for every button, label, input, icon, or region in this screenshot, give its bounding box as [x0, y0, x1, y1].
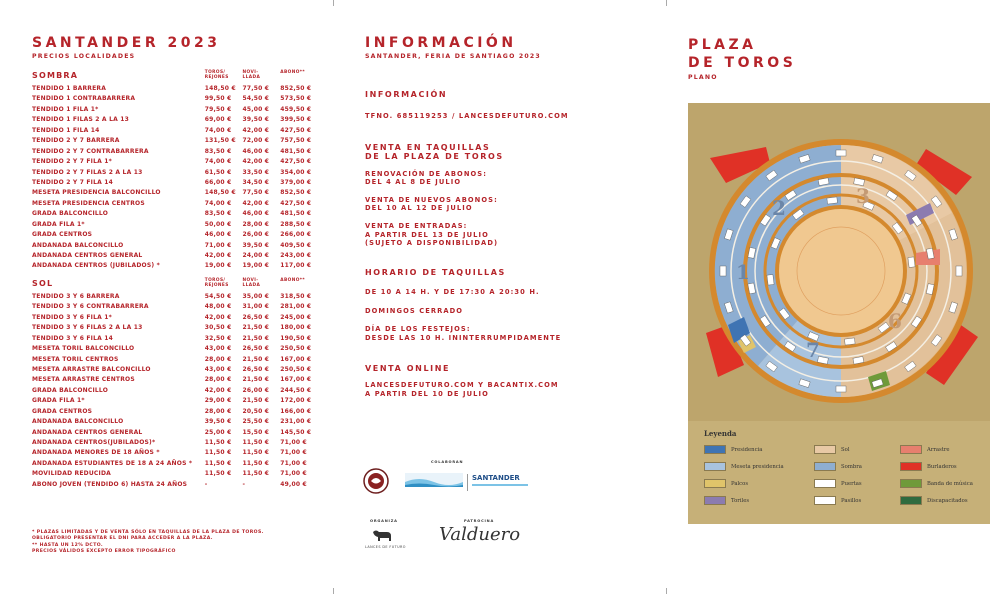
col-head-novillada: NOVI- LLADA [242, 277, 261, 288]
online-link[interactable]: LANCESDEFUTURO.COM Y BACANTIX.COM [365, 381, 559, 390]
toros-price: 74,00 € [204, 158, 232, 166]
toros-price: 148,50 € [204, 189, 236, 197]
contact-text: TFNO. 685119253 / LANCESDEFUTURO.COM [365, 112, 569, 120]
price-row [32, 334, 320, 344]
novillada-price: 31,00 € [242, 303, 270, 311]
price-row [32, 241, 320, 251]
novillada-price: 77,50 € [242, 85, 270, 92]
abono-price: 852,50 € [280, 189, 312, 197]
novillada-price: - [242, 480, 246, 488]
legend-label: Meseta presidencia [731, 463, 784, 470]
seat-name: TENDIDO 2 Y 7 FILA 1* [32, 158, 112, 166]
col-head-abono: ABONO** [280, 70, 306, 75]
legend-item [814, 496, 861, 505]
novillada-price: 42,00 € [242, 158, 270, 166]
price-row [32, 105, 320, 115]
abono-price: 250,50 € [280, 365, 312, 373]
toros-price: 46,00 € [204, 231, 232, 239]
abono-price: 244,50 € [280, 386, 312, 394]
toros-price: 48,00 € [204, 303, 232, 311]
seat-name: ANDANADA BALCONCILLO [32, 241, 124, 249]
seat-name: ANDANADA CENTROS GENERAL [32, 428, 143, 436]
legend-label: Palcos [731, 480, 749, 487]
toros-price: 43,00 € [204, 345, 232, 353]
novillada-price: 42,00 € [242, 126, 270, 134]
legend-swatch [814, 479, 836, 488]
seat-name: MESETA ARRASTRE CENTROS [32, 376, 135, 384]
novillada-price: 20,50 € [242, 407, 270, 415]
abono-price: 427,50 € [280, 158, 312, 166]
abono-price: 167,00 € [280, 355, 312, 363]
door-mark [836, 150, 846, 156]
abono-price: 354,00 € [280, 168, 312, 176]
footnote: OBLIGATORIO PRESENTAR EL DNI PARA ACCEDER A LA PLAZA. [32, 536, 213, 542]
legend-swatch [814, 462, 836, 471]
novillada-price: 21,50 € [242, 355, 270, 363]
price-row [32, 459, 320, 469]
seat-name: GRADA CENTROS [32, 407, 93, 415]
abono-price: 71,00 € [280, 459, 307, 467]
abono-price: 481,50 € [280, 210, 312, 218]
abono-price: 250,50 € [280, 345, 312, 353]
price-row [32, 136, 320, 146]
legend-title: Leyenda [704, 429, 737, 438]
legend-label: Pasillos [841, 497, 862, 504]
renovacion-text: DEL 4 AL 8 DE JULIO [365, 178, 462, 187]
fold-mark [333, 0, 334, 6]
footnotes [32, 530, 322, 555]
nuevos-abonos-heading: VENTA DE NUEVOS ABONOS: [365, 195, 498, 204]
novillada-price: 21,50 € [242, 334, 270, 342]
horario-heading: HORARIO DE TAQUILLAS [365, 267, 506, 277]
seat-name: ANDANADA CENTROS (JUBILADOS) * [32, 262, 160, 270]
toros-price: 43,00 € [204, 365, 232, 373]
novillada-price: 46,00 € [242, 147, 270, 155]
toros-price: 71,00 € [204, 241, 232, 249]
abono-price: 49,00 € [280, 480, 307, 488]
toros-price: 74,00 € [204, 199, 232, 207]
price-row [32, 428, 320, 438]
legend-label: Toriles [731, 497, 750, 504]
prices-subtitle: PRECIOS LOCALIDADES [32, 53, 136, 60]
abono-price: 190,50 € [280, 334, 312, 342]
col-head-novillada: NOVI- LLADA [242, 70, 261, 80]
price-row [32, 209, 320, 219]
toros-price: 79,50 € [204, 105, 232, 113]
price-row [32, 448, 320, 458]
map-panel [688, 36, 990, 81]
toros-price: 30,50 € [204, 324, 232, 332]
legend-label: Presidencia [731, 446, 763, 453]
abono-price: 427,50 € [280, 126, 312, 134]
novillada-price: 26,50 € [242, 345, 270, 353]
abono-price: 427,50 € [280, 199, 312, 207]
novillada-price: 39,50 € [242, 116, 270, 124]
novillada-price: 25,50 € [242, 418, 270, 426]
sector-number: 2 [772, 196, 786, 220]
abono-price: 288,50 € [280, 220, 312, 228]
toros-price: 83,50 € [204, 147, 232, 155]
abono-price: 172,00 € [280, 397, 312, 405]
seat-name: MESETA TORIL BALCONCILLO [32, 345, 135, 353]
novillada-price: 21,50 € [242, 397, 270, 405]
colaboran-logo [405, 470, 463, 490]
legend-swatch [814, 445, 836, 454]
price-row [32, 84, 320, 94]
info-subtitle: SANTANDER, FERIA DE SANTIAGO 2023 [365, 53, 541, 60]
novillada-price: 19,00 € [242, 262, 270, 270]
novillada-price: 26,50 € [242, 365, 270, 373]
legend [688, 421, 990, 524]
legend-swatch [900, 496, 922, 505]
seat-name: TENDIDO 3 Y 6 FILAS 2 A LA 13 [32, 324, 143, 332]
nuevos-abonos-text: DEL 10 AL 12 DE JULIO [365, 204, 473, 213]
bull-seal-logo [363, 468, 389, 494]
price-row [32, 323, 320, 333]
abono-price: 459,50 € [280, 105, 312, 113]
seat-name: TENDIDO 2 Y 7 FILAS 2 A LA 13 [32, 168, 143, 176]
price-row [32, 94, 320, 104]
price-row [32, 355, 320, 365]
seat-name: GRADA FILA 1* [32, 220, 85, 228]
legend-label: Sombra [841, 463, 862, 470]
seat-name: MESETA TORIL CENTROS [32, 355, 119, 363]
footnote: ** HASTA UN 12% DCTO. [32, 542, 104, 548]
toros-price: 29,00 € [204, 397, 232, 405]
seat-name: TENDIDO 3 Y 6 BARRERA [32, 292, 120, 300]
legend-item [814, 445, 850, 454]
price-row [32, 115, 320, 125]
price-row [32, 480, 320, 490]
toros-price: 54,50 € [204, 292, 232, 300]
seat-name: TENDIDO 3 Y 6 FILA 14 [32, 334, 113, 342]
toros-price: 11,50 € [204, 470, 232, 478]
novillada-price: 26,00 € [242, 231, 270, 239]
novillada-price: 11,50 € [242, 470, 270, 478]
toros-price: 11,50 € [204, 459, 232, 467]
toros-price: 32,50 € [204, 334, 232, 342]
legend-label: Burladeros [927, 463, 957, 470]
legend-item [704, 445, 762, 454]
toros-price: 42,00 € [204, 386, 232, 394]
novillada-price: 45,00 € [242, 105, 270, 113]
seat-name: TENDIDO 1 FILA 14 [32, 126, 100, 134]
abono-price: 166,00 € [280, 407, 312, 415]
legend-label: Sol [841, 446, 850, 453]
col-head-abono: ABONO** [280, 277, 306, 283]
novillada-price: 46,00 € [242, 210, 270, 218]
abono-price: 180,00 € [280, 324, 312, 332]
seat-name: ABONO JOVEN (TENDIDO 6) HASTA 24 AÑOS [32, 480, 188, 488]
online-text: A PARTIR DEL 10 DE JULIO [365, 389, 489, 398]
legend-item [900, 462, 957, 471]
price-row [32, 168, 320, 178]
toros-price: 28,00 € [204, 376, 232, 384]
price-row [32, 302, 320, 312]
price-row [32, 313, 320, 323]
door-mark [836, 386, 846, 392]
sol-header [32, 278, 320, 288]
novillada-price: 11,50 € [242, 449, 270, 457]
door-mark [720, 266, 726, 276]
toros-price: 28,00 € [204, 355, 232, 363]
seat-name: ANDANADA ESTUDIANTES DE 18 A 24 AÑOS * [32, 459, 193, 467]
price-row [32, 126, 320, 136]
seat-name: GRADA BALCONCILLO [32, 210, 109, 218]
legend-label: Arrastre [927, 446, 950, 453]
legend-item [704, 479, 748, 488]
legend-item [704, 462, 784, 471]
info-heading: INFORMACIÓN [365, 90, 448, 99]
lances-logo-text: LANCES DE FUTURO [365, 545, 406, 549]
seat-name: TENDIDO 1 BARRERA [32, 85, 107, 92]
door-mark [956, 266, 962, 276]
sombra-title: SOMBRA [32, 71, 79, 80]
price-row [32, 147, 320, 157]
price-row [32, 407, 320, 417]
abono-price: 231,00 € [280, 418, 312, 426]
sol-price-table [32, 292, 320, 490]
sombra-price-table [32, 84, 320, 272]
abono-price: 145,50 € [280, 428, 312, 436]
price-row [32, 438, 320, 448]
novillada-price: 11,50 € [242, 459, 270, 467]
seat-name: MOVILIDAD REDUCIDA [32, 470, 111, 478]
legend-swatch [900, 479, 922, 488]
legend-swatch [900, 462, 922, 471]
toros-price: 28,00 € [204, 407, 232, 415]
festejos-text: DESDE LAS 10 H. ININTERRUMPIDAMENTE [365, 333, 562, 342]
fold-mark [333, 588, 334, 594]
abono-price: 573,50 € [280, 95, 312, 103]
seat-name: TENDIDO 1 CONTRABARRERA [32, 95, 136, 103]
fold-mark [666, 588, 667, 594]
sector-number: 3 [856, 184, 870, 208]
novillada-price: 24,00 € [242, 252, 270, 259]
colaboran-label: COLABORAN [431, 460, 464, 464]
abono-price: 71,00 € [280, 449, 307, 457]
abono-price: 71,00 € [280, 470, 307, 478]
toros-price: 19,00 € [204, 262, 232, 270]
price-row [32, 292, 320, 302]
abono-price: 266,00 € [280, 231, 312, 239]
seat-name: TENDIDO 3 Y 6 CONTRABARRERA [32, 303, 149, 311]
info-panel [365, 36, 635, 398]
novillada-price: 39,50 € [242, 241, 270, 249]
toros-price: 11,50 € [204, 449, 232, 457]
bullring-map [688, 103, 990, 524]
valduero-logo: Valduero [439, 524, 521, 545]
legend-item [900, 479, 973, 488]
seat-name: TENDIDO 1 FILA 1* [32, 105, 99, 113]
novillada-price: 11,50 € [242, 439, 270, 446]
bull-logo [371, 528, 393, 542]
novillada-price: 42,00 € [242, 199, 270, 207]
seat-name: TENDIDO 2 Y 7 BARRERA [32, 137, 120, 145]
santander-logo: SANTANDER [467, 474, 532, 491]
price-panel [32, 36, 320, 490]
legend-swatch [814, 496, 836, 505]
legend-swatch [704, 496, 726, 505]
price-row [32, 230, 320, 240]
seat-name: ANDANADA CENTROS(JUBILADOS)* [32, 439, 156, 446]
patrocina-label: PATROCINA [464, 519, 495, 523]
seat-name: TENDIDO 3 Y 6 FILA 1* [32, 313, 112, 321]
novillada-price: 28,00 € [242, 220, 270, 228]
legend-swatch [900, 445, 922, 454]
legend-swatch [704, 462, 726, 471]
entradas-note: (SUJETO A DISPONIBILIDAD) [365, 239, 499, 248]
legend-item [704, 496, 749, 505]
price-row [32, 199, 320, 209]
seat-name: ANDANADA MENORES DE 18 AÑOS * [32, 449, 160, 457]
seat-name: TENDIDO 1 FILAS 2 A LA 13 [32, 116, 129, 124]
sol-title: SOL [32, 278, 54, 288]
prices-title: SANTANDER 2023 [32, 35, 221, 51]
footnote: PRECIOS VÁLIDOS EXCEPTO ERROR TIPOGRÁFICO [32, 548, 176, 554]
toros-price: 39,50 € [204, 418, 232, 426]
price-row [32, 365, 320, 375]
toros-price: - [204, 480, 208, 488]
seat-name: GRADA BALCONCILLO [32, 386, 109, 394]
seat-name: GRADA FILA 1* [32, 397, 85, 405]
abono-price: 379,00 € [280, 178, 312, 186]
sombra-header [32, 70, 320, 80]
abono-price: 399,50 € [280, 116, 312, 124]
novillada-price: 77,50 € [242, 189, 270, 197]
entradas-text: A PARTIR DEL 13 DE JULIO [365, 230, 489, 239]
door-mark [844, 338, 855, 345]
toros-price: 61,50 € [204, 168, 232, 176]
novillada-price: 35,00 € [242, 292, 270, 300]
price-row [32, 261, 320, 271]
toros-price: 11,50 € [204, 439, 232, 446]
toros-price: 25,00 € [204, 428, 232, 436]
novillada-price: 21,50 € [242, 324, 270, 332]
plano-subtitle: PLANO [688, 74, 718, 81]
price-row [32, 157, 320, 167]
price-row [32, 220, 320, 230]
door-mark [908, 257, 915, 268]
legend-item [900, 445, 950, 454]
bullring-plan [688, 103, 990, 421]
legend-label: Banda de música [927, 480, 973, 487]
domingos-text: DOMINGOS CERRADO [365, 307, 464, 316]
door-mark [767, 274, 774, 285]
toros-price: 66,00 € [204, 178, 232, 186]
sector-number: 7 [806, 338, 820, 362]
renovacion-heading: RENOVACIÓN DE ABONOS: [365, 169, 488, 178]
toros-price: 83,50 € [204, 210, 232, 218]
door-mark [827, 197, 838, 204]
legend-item [814, 462, 862, 471]
novillada-price: 26,50 € [242, 313, 270, 321]
toros-price: 74,00 € [204, 126, 232, 134]
abono-price: 318,50 € [280, 292, 312, 300]
legend-swatch [704, 445, 726, 454]
abono-price: 117,00 € [280, 262, 312, 270]
seat-name: MESETA ARRASTRE BALCONCILLO [32, 365, 151, 373]
abono-price: 409,50 € [280, 241, 312, 249]
fold-mark [666, 0, 667, 6]
seat-name: MESETA PRESIDENCIA BALCONCILLO [32, 189, 161, 197]
toros-price: 99,50 € [204, 95, 232, 103]
venta-heading: VENTA EN TAQUILLAS DE LA PLAZA DE TOROS [365, 142, 504, 161]
legend-item [814, 479, 862, 488]
online-heading: VENTA ONLINE [365, 364, 451, 374]
seat-name: GRADA CENTROS [32, 231, 93, 239]
seat-name: TENDIDO 2 Y 7 CONTRABARRERA [32, 147, 149, 155]
price-row [32, 417, 320, 427]
toros-price: 148,50 € [204, 85, 236, 92]
seat-name: ANDANADA BALCONCILLO [32, 418, 124, 426]
novillada-price: 54,50 € [242, 95, 270, 103]
price-row [32, 251, 320, 261]
toros-price: 42,00 € [204, 252, 232, 259]
novillada-price: 34,50 € [242, 178, 270, 186]
sponsor-logos [363, 460, 543, 560]
legend-item [900, 496, 968, 505]
plaza-title: PLAZA DE TOROS [688, 37, 797, 71]
abono-price: 281,00 € [280, 303, 312, 311]
price-row [32, 188, 320, 198]
toros-price: 131,50 € [204, 137, 236, 145]
footnote: * PLAZAS LIMITADAS Y DE VENTA SÓLO EN TAQUILLAS DE LA PLAZA DE TOROS. [32, 530, 264, 535]
novillada-price: 26,00 € [242, 386, 270, 394]
festejos-heading: DÍA DE LOS FESTEJOS: [365, 324, 471, 333]
abono-price: 757,50 € [280, 137, 312, 145]
abono-price: 71,00 € [280, 439, 307, 446]
legend-swatch [704, 479, 726, 488]
sector-number: 1 [736, 260, 750, 284]
abono-price: 852,50 € [280, 85, 312, 92]
price-row [32, 375, 320, 385]
novillada-price: 72,00 € [242, 137, 270, 145]
sector-number: 6 [888, 309, 902, 333]
horario-text: DE 10 A 14 H. Y DE 17:30 A 20:30 H. [365, 287, 540, 296]
col-head-toros: TOROS/ REJONES [204, 277, 229, 288]
col-head-toros: TOROS/ REJONES [204, 70, 229, 80]
price-row [32, 396, 320, 406]
info-title: INFORMACIÓN [365, 35, 517, 51]
organiza-label: ORGANIZA [370, 519, 398, 523]
toros-price: 50,00 € [204, 220, 232, 228]
price-row [32, 178, 320, 188]
abono-price: 243,00 € [280, 252, 312, 259]
price-row [32, 386, 320, 396]
toros-price: 42,00 € [204, 313, 232, 321]
novillada-price: 33,50 € [242, 168, 270, 176]
seat-name: ANDANADA CENTROS GENERAL [32, 252, 143, 259]
abono-price: 245,00 € [280, 313, 312, 321]
toros-price: 69,00 € [204, 116, 232, 124]
legend-label: Discapacitados [927, 497, 968, 504]
entradas-heading: VENTA DE ENTRADAS: [365, 221, 468, 230]
seat-name: TENDIDO 2 Y 7 FILA 14 [32, 178, 113, 186]
abono-price: 481,50 € [280, 147, 312, 155]
legend-label: Puertas [841, 480, 862, 487]
abono-price: 167,00 € [280, 376, 312, 384]
novillada-price: 21,50 € [242, 376, 270, 384]
novillada-price: 15,50 € [242, 428, 270, 436]
seat-name: MESETA PRESIDENCIA CENTROS [32, 199, 145, 207]
price-row [32, 469, 320, 479]
price-row [32, 344, 320, 354]
